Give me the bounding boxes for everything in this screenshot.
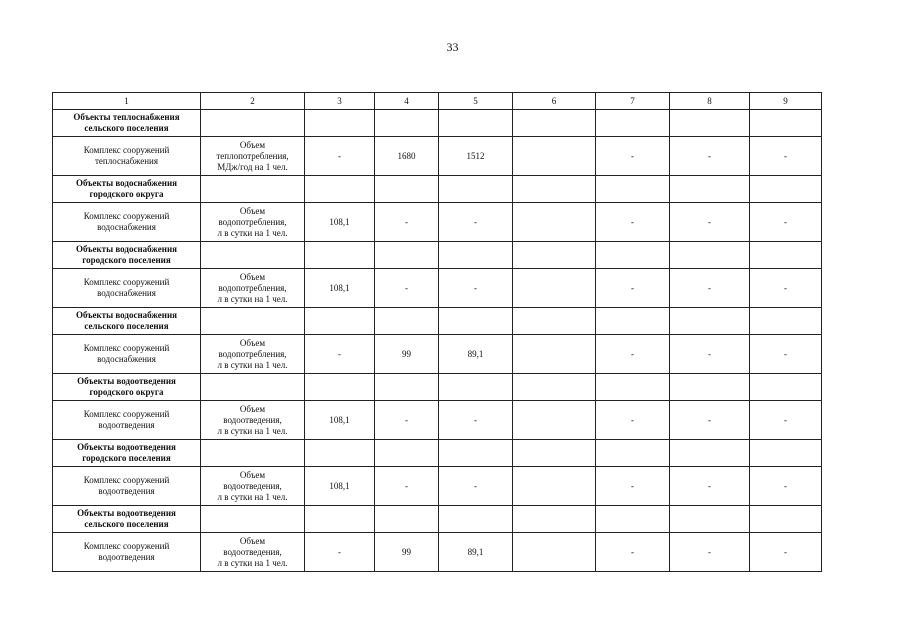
- value-cell-col-4: 99: [375, 533, 439, 572]
- value-cell-col-6: [513, 203, 596, 242]
- empty-cell: [439, 176, 513, 203]
- column-number-row: [53, 93, 822, 110]
- table-row: [53, 269, 822, 308]
- section-title: [53, 308, 201, 335]
- cell-line: сельского поселения: [84, 123, 169, 133]
- cell-line: водопотребления,: [218, 282, 287, 293]
- indicator-cell: [201, 533, 305, 572]
- empty-cell: [596, 440, 670, 467]
- empty-cell: [750, 308, 822, 335]
- table-row: [53, 533, 822, 572]
- cell-line: городского округа: [89, 387, 164, 397]
- empty-cell: [513, 110, 596, 137]
- column-number-7: 7: [596, 93, 670, 110]
- empty-cell: [201, 374, 305, 401]
- value-cell-col-8: -: [670, 401, 750, 440]
- cell-line: Объем: [239, 469, 266, 480]
- value-cell-col-7: -: [596, 203, 670, 242]
- empty-cell: [596, 374, 670, 401]
- empty-cell: [375, 110, 439, 137]
- section-header-row: [53, 506, 822, 533]
- cell-line: водоснабжения: [97, 222, 156, 232]
- cell-line: л в сутки на 1 чел.: [217, 425, 288, 436]
- empty-cell: [201, 242, 305, 269]
- value-cell-col-9: -: [750, 401, 822, 440]
- cell-line: л в сутки на 1 чел.: [217, 227, 288, 238]
- cell-line: водоотведения,: [223, 480, 282, 491]
- empty-cell: [201, 308, 305, 335]
- cell-line: водоотведения: [98, 552, 155, 562]
- cell-line: Объем: [239, 139, 266, 150]
- value-cell-col-9: -: [750, 203, 822, 242]
- section-header-row: [53, 440, 822, 467]
- section-header-row: [53, 110, 822, 137]
- value-cell-col-7: -: [596, 335, 670, 374]
- cell-line: л в сутки на 1 чел.: [217, 557, 288, 568]
- empty-cell: [305, 440, 375, 467]
- value-cell-col-8: -: [670, 335, 750, 374]
- section-title: [53, 374, 201, 401]
- cell-line: Объекты водоотведения: [77, 508, 176, 518]
- cell-line: теплоснабжения: [95, 156, 158, 166]
- value-cell-col-3: -: [305, 533, 375, 572]
- cell-line: л в сутки на 1 чел.: [217, 491, 288, 502]
- cell-line: городского поселения: [82, 255, 171, 265]
- column-number-5: 5: [439, 93, 513, 110]
- value-cell-col-5: 89,1: [439, 335, 513, 374]
- empty-cell: [750, 110, 822, 137]
- indicator-cell: [201, 203, 305, 242]
- value-cell-col-6: [513, 137, 596, 176]
- empty-cell: [375, 506, 439, 533]
- object-name-cell: [53, 401, 201, 440]
- empty-cell: [750, 242, 822, 269]
- empty-cell: [596, 110, 670, 137]
- cell-line: Объем: [239, 337, 266, 348]
- value-cell-col-8: -: [670, 137, 750, 176]
- empty-cell: [596, 242, 670, 269]
- value-cell-col-4: -: [375, 401, 439, 440]
- indicator-cell: [201, 401, 305, 440]
- value-cell-col-5: -: [439, 401, 513, 440]
- empty-cell: [305, 506, 375, 533]
- column-number-4: 4: [375, 93, 439, 110]
- value-cell-col-6: [513, 533, 596, 572]
- value-cell-col-7: -: [596, 269, 670, 308]
- value-cell-col-7: -: [596, 137, 670, 176]
- value-cell-col-6: [513, 467, 596, 506]
- cell-line: Комплекс сооружений: [83, 145, 170, 155]
- cell-line: водоотведения: [98, 486, 155, 496]
- cell-line: Объекты водоснабжения: [75, 310, 178, 320]
- cell-line: сельского поселения: [84, 321, 169, 331]
- value-cell-col-7: -: [596, 467, 670, 506]
- cell-line: городского поселения: [82, 453, 171, 463]
- object-name-cell: [53, 137, 201, 176]
- section-header-row: [53, 242, 822, 269]
- empty-cell: [670, 440, 750, 467]
- cell-line: водоотведения,: [223, 414, 282, 425]
- cell-line: водопотребления,: [218, 216, 287, 227]
- cell-line: городского округа: [89, 189, 164, 199]
- value-cell-col-8: -: [670, 203, 750, 242]
- section-title: [53, 506, 201, 533]
- cell-line: Комплекс сооружений: [83, 541, 170, 551]
- value-cell-col-5: -: [439, 467, 513, 506]
- empty-cell: [375, 374, 439, 401]
- empty-cell: [201, 176, 305, 203]
- value-cell-col-3: 108,1: [305, 269, 375, 308]
- indicators-table: [52, 92, 822, 572]
- empty-cell: [305, 308, 375, 335]
- object-name-cell: [53, 467, 201, 506]
- value-cell-col-9: -: [750, 335, 822, 374]
- value-cell-col-6: [513, 335, 596, 374]
- table-row: [53, 335, 822, 374]
- empty-cell: [201, 440, 305, 467]
- cell-line: водоснабжения: [97, 288, 156, 298]
- value-cell-col-4: -: [375, 203, 439, 242]
- empty-cell: [305, 242, 375, 269]
- value-cell-col-3: -: [305, 335, 375, 374]
- value-cell-col-3: 108,1: [305, 401, 375, 440]
- cell-line: Объекты теплоснабжения: [73, 112, 180, 122]
- empty-cell: [305, 374, 375, 401]
- value-cell-col-9: -: [750, 467, 822, 506]
- value-cell-col-7: -: [596, 533, 670, 572]
- indicator-cell: [201, 269, 305, 308]
- empty-cell: [750, 440, 822, 467]
- section-header-row: [53, 374, 822, 401]
- empty-cell: [670, 308, 750, 335]
- value-cell-col-4: -: [375, 269, 439, 308]
- column-number-6: 6: [513, 93, 596, 110]
- empty-cell: [513, 176, 596, 203]
- value-cell-col-5: -: [439, 269, 513, 308]
- empty-cell: [670, 110, 750, 137]
- column-number-9: 9: [750, 93, 822, 110]
- cell-line: Объем: [239, 535, 266, 546]
- indicator-cell: [201, 137, 305, 176]
- cell-line: сельского поселения: [84, 519, 169, 529]
- value-cell-col-9: -: [750, 269, 822, 308]
- empty-cell: [750, 176, 822, 203]
- value-cell-col-3: -: [305, 137, 375, 176]
- empty-cell: [305, 110, 375, 137]
- page-number: 33: [446, 40, 459, 54]
- cell-line: Комплекс сооружений: [83, 211, 170, 221]
- empty-cell: [439, 110, 513, 137]
- cell-line: л в сутки на 1 чел.: [217, 359, 288, 370]
- empty-cell: [375, 440, 439, 467]
- table-row: [53, 203, 822, 242]
- cell-line: Объем: [239, 271, 266, 282]
- cell-line: Объекты водоотведения: [77, 442, 176, 452]
- empty-cell: [513, 374, 596, 401]
- cell-line: Объем: [239, 205, 266, 216]
- section-header-row: [53, 308, 822, 335]
- column-number-8: 8: [670, 93, 750, 110]
- value-cell-col-6: [513, 269, 596, 308]
- empty-cell: [375, 308, 439, 335]
- empty-cell: [439, 440, 513, 467]
- empty-cell: [513, 506, 596, 533]
- object-name-cell: [53, 533, 201, 572]
- value-cell-col-3: 108,1: [305, 203, 375, 242]
- cell-line: МДж/год на 1 чел.: [217, 161, 288, 172]
- cell-line: водоотведения: [98, 420, 155, 430]
- empty-cell: [513, 440, 596, 467]
- empty-cell: [439, 374, 513, 401]
- cell-line: Объекты водоотведения: [77, 376, 176, 386]
- empty-cell: [513, 242, 596, 269]
- value-cell-col-3: 108,1: [305, 467, 375, 506]
- value-cell-col-5: 89,1: [439, 533, 513, 572]
- table-row: [53, 467, 822, 506]
- cell-line: Комплекс сооружений: [83, 343, 170, 353]
- section-header-row: [53, 176, 822, 203]
- cell-line: Объекты водоснабжения: [75, 178, 178, 188]
- section-title: [53, 440, 201, 467]
- empty-cell: [750, 506, 822, 533]
- cell-line: теплопотребления,: [216, 150, 289, 161]
- empty-cell: [750, 374, 822, 401]
- cell-line: л в сутки на 1 чел.: [217, 293, 288, 304]
- cell-line: Комплекс сооружений: [83, 475, 170, 485]
- cell-line: водоснабжения: [97, 354, 156, 364]
- cell-line: водопотребления,: [218, 348, 287, 359]
- value-cell-col-8: -: [670, 533, 750, 572]
- section-title: [53, 242, 201, 269]
- empty-cell: [439, 308, 513, 335]
- table-row: [53, 401, 822, 440]
- empty-cell: [375, 176, 439, 203]
- empty-cell: [375, 242, 439, 269]
- empty-cell: [439, 506, 513, 533]
- empty-cell: [596, 176, 670, 203]
- cell-line: Объекты водоснабжения: [75, 244, 178, 254]
- indicator-cell: [201, 467, 305, 506]
- empty-cell: [596, 506, 670, 533]
- object-name-cell: [53, 269, 201, 308]
- cell-line: Комплекс сооружений: [83, 409, 170, 419]
- object-name-cell: [53, 203, 201, 242]
- value-cell-col-5: 1512: [439, 137, 513, 176]
- value-cell-col-7: -: [596, 401, 670, 440]
- empty-cell: [439, 242, 513, 269]
- column-number-1: 1: [53, 93, 201, 110]
- value-cell-col-9: -: [750, 137, 822, 176]
- empty-cell: [670, 242, 750, 269]
- cell-line: Объем: [239, 403, 266, 414]
- cell-line: Комплекс сооружений: [83, 277, 170, 287]
- column-number-2: 2: [201, 93, 305, 110]
- empty-cell: [670, 176, 750, 203]
- value-cell-col-4: 1680: [375, 137, 439, 176]
- value-cell-col-8: -: [670, 269, 750, 308]
- value-cell-col-5: -: [439, 203, 513, 242]
- empty-cell: [670, 374, 750, 401]
- empty-cell: [596, 308, 670, 335]
- value-cell-col-4: 99: [375, 335, 439, 374]
- empty-cell: [670, 506, 750, 533]
- section-title: [53, 176, 201, 203]
- object-name-cell: [53, 335, 201, 374]
- column-number-3: 3: [305, 93, 375, 110]
- table-row: [53, 137, 822, 176]
- value-cell-col-4: -: [375, 467, 439, 506]
- value-cell-col-8: -: [670, 467, 750, 506]
- empty-cell: [513, 308, 596, 335]
- indicator-cell: [201, 335, 305, 374]
- value-cell-col-6: [513, 401, 596, 440]
- table-body: [53, 93, 822, 572]
- cell-line: водоотведения,: [223, 546, 282, 557]
- empty-cell: [305, 176, 375, 203]
- section-title: [53, 110, 201, 137]
- value-cell-col-9: -: [750, 533, 822, 572]
- empty-cell: [201, 110, 305, 137]
- empty-cell: [201, 506, 305, 533]
